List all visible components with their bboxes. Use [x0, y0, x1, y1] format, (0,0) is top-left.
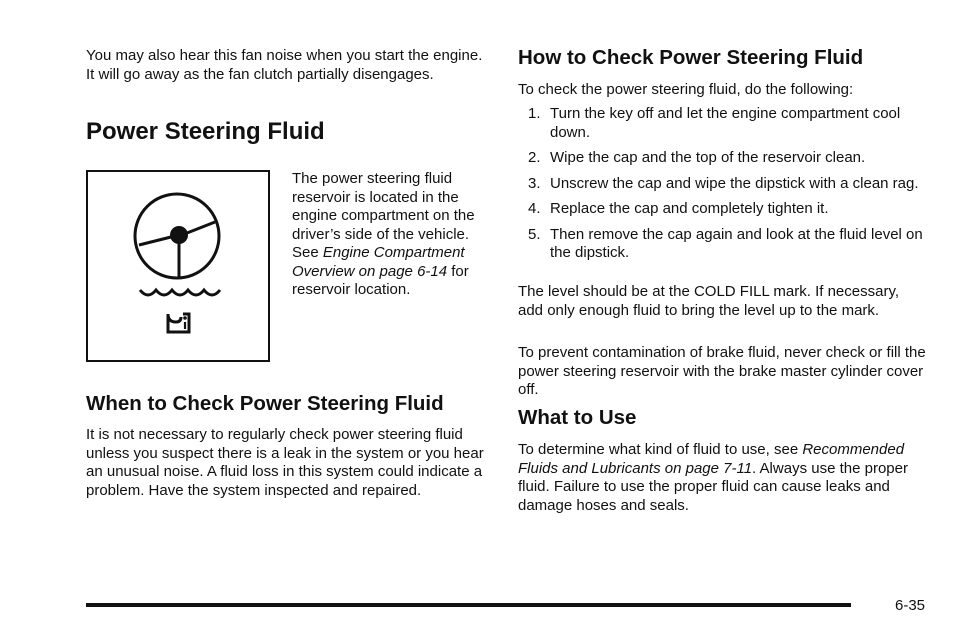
step-number: 4.	[528, 200, 541, 217]
intro-paragraph: You may also hear this fan noise when you start the engine. It will go away as the fan clutch partially disengages.	[86, 47, 483, 83]
footer-rule	[86, 603, 851, 607]
what-to-use-text-end: . Always use the proper fluid. Failure to use the proper fluid can cause leaks and damage hoses and seals.	[518, 459, 908, 514]
figure-caption-text: The power steering fluid reservoir is located in the engine compartment on the driver’s side of the vehicle. See	[292, 170, 475, 261]
fluid-level-paragraph: The level should be at the COLD FILL mark. If necessary, add only enough fluid to bring the level up to the mark.	[518, 283, 900, 319]
step-text: Unscrew the cap and wipe the dipstick with a clean rag.	[550, 174, 919, 192]
step-number: 1.	[528, 105, 541, 122]
how-to-check-heading: How to Check Power Steering Fluid	[518, 46, 864, 69]
recommended-fluids-reference: Recommended Fluids and Lubricants on page 7-11	[518, 441, 905, 477]
step-text: Wipe the cap and the top of the reservoir clean.	[550, 149, 866, 166]
when-to-check-paragraph: It is not necessary to regularly check power steering fluid unless you suspect there is a leak in the system or you hear an unusual noise. A fluid loss in this system could indicate a problem. Have the system inspected and repaired.	[86, 426, 484, 499]
what-to-use-heading: What to Use	[518, 406, 637, 429]
list-item	[518, 200, 928, 219]
owners-manual-info-icon	[168, 314, 189, 332]
list-item	[518, 149, 928, 168]
step-text: Replace the cap and completely tighten it.	[550, 200, 829, 217]
contamination-paragraph: To prevent contamination of brake fluid, never check or fill the power steering reservoir with the brake master cylinder cover off.	[518, 344, 926, 398]
check-steps-list	[518, 105, 928, 270]
section-title: Power Steering Fluid	[86, 118, 325, 145]
step-number: 5.	[528, 225, 541, 243]
list-item	[518, 105, 928, 142]
list-item	[518, 175, 928, 194]
step-text: Then remove the cap again and look at the fluid level on the dipstick.	[550, 225, 923, 261]
page-number: 6-35	[895, 597, 926, 614]
engine-compartment-reference: Engine Compartment Overview on page 6-14	[292, 244, 465, 280]
list-item	[518, 226, 928, 263]
figure-caption	[292, 170, 497, 300]
what-to-use-paragraph	[518, 441, 928, 515]
power-steering-fluid-symbol-icon	[86, 170, 270, 362]
step-text: Turn the key off and let the engine compartment cool down.	[550, 105, 901, 141]
step-number: 3.	[528, 174, 541, 192]
when-to-check-heading: When to Check Power Steering Fluid	[86, 392, 444, 415]
figure-caption-end: for reservoir location.	[292, 262, 469, 298]
how-to-check-intro: To check the power steering fluid, do the following:	[518, 81, 854, 98]
step-number: 2.	[528, 149, 541, 166]
what-to-use-text: To determine what kind of fluid to use, see	[518, 441, 803, 458]
